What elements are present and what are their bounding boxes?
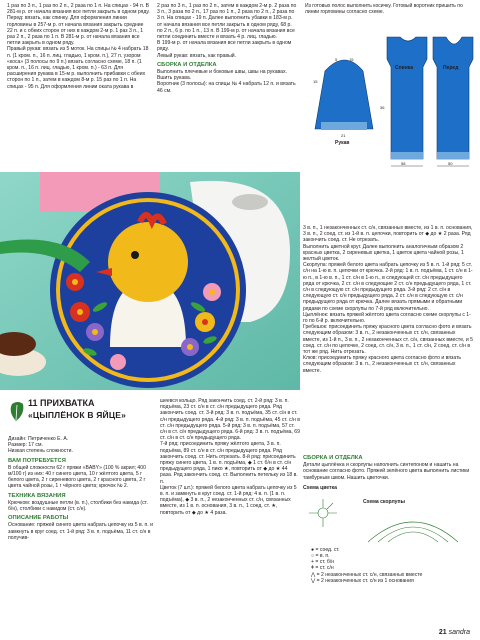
section-heading: СБОРКА И ОТДЕЛКА: [303, 455, 363, 461]
legend-item: ● = соед. ст.: [311, 546, 340, 553]
back-shape: [387, 37, 427, 159]
paragraph: Правый рукав: вязать из 5 моток. На спицы № 4 набрать 18 п. (1 кром. п., 16 п. лиц. гладью, 1 кром. п.), 27 п. узором «коса» (3 полосы по 9 п.) вязать согласно схеме, 18 п. (1 кром. п., 16 п. лиц. гладью, 1 кром. п.) - 63 п. Для расширения рукава в 15-м р. выполнить прибавки с обеих сторон по 1 п., затем в каждом 8-м р. 15 раз по 1 п. На спицах - 95 п. Для оформления линии оката рукава в: [7, 46, 149, 90]
diagram-caption: Из готовых полос выполнить косичку. Готовый воротник пришить по линии горловины согласно схеме.: [305, 3, 463, 15]
paragraph: Клюв: присоединить пряжу красного цвета согласно фото и вязать следующим образом: 3 в. п., 2 незаконченных ст. с/н, связанных вместе.: [303, 355, 462, 374]
page-number: 21: [438, 629, 447, 636]
product-photo: [0, 172, 300, 390]
back-hem: [391, 152, 423, 159]
article-number: 11 ПРИХВАТКА: [28, 398, 95, 408]
paragraph: Выполнить цветной круг. Далее выполнить аналогичным образом 2 красных цветка, 2 сиреневых цветка, 1 цветок цвета чайной розы, 1 желтый цветок.: [303, 243, 464, 263]
paragraph: Воротник (3 полосы): на спицы № 4 набрать 12 п. и вязать 46 см.: [157, 81, 296, 94]
svg-text:58: 58: [401, 161, 406, 166]
paragraph: шеевся кольцо. Ряд закончить соед. ст. 2-й ряд: 3 в. п. подъёма, 23 ст. с/н в ст. с/н предыдущего ряда. Ряд закончить соед. ст. 3-й ряд: 3 в. п. подъёма, 35 ст. с/н в ст. с/н предыдущего ряда. 4-й ряд: 3 в. п. подъёма, 45 ст. с/н в ст. с/н предыдущего ряда. 5-й ряд: 3 в. п. подъёма, 57 ст. с/н в ст. с/н предыдущего ряда. 6-й ряд: 3 в. п. подъёма, 69 ст. с/н в ст. с/н предыдущего ряда.: [160, 398, 300, 442]
sleeve-shape: [315, 60, 373, 129]
article-column-bottom-2: [160, 398, 300, 628]
paragraph: 7-й ряд: присоединить пряжу жёлтого цвета, 3 в. п. подъёма, 89 ст. с/н в ст. с/н предыдущего ряда. Ряд закончить соед. ст. Нить отрезать. 8-й ряд: присоединить пряжу синего цвета, 1 в. п. подъёма, ◆ 1 ст. б/н в ст. с/н предыдущего ряда, 1 пико ★, повторить от ◆ до ★ 44 раза. Ряд закончить соед. ст. Выполнить петельку из 18 в. п.: [160, 441, 298, 485]
svg-text:15: 15: [313, 79, 318, 84]
magazine-name: sandra: [448, 629, 470, 636]
svg-text:21: 21: [341, 133, 346, 138]
legend: [311, 547, 471, 584]
article-column-mid-right: [303, 225, 473, 450]
front-label: Перед: [443, 65, 459, 71]
chick-eye: [131, 251, 139, 259]
difficulty-line: Низкая степень сложности.: [8, 448, 73, 455]
pattern-schematic: [305, 19, 475, 169]
svg-text:50: 50: [448, 161, 453, 166]
section-heading: ТЕХНИКА ВЯЗАНИЯ: [8, 492, 66, 499]
paragraph: Скорлупа: пряжей белого цвета набрать цепочку из 5 в. п. 1-й ряд: 5 ст. с/н на 1-ю в. п. цепочки от крючка. 2-й ряд: 1 в. п. подъёма, 1 ст. с/н в 1-ю п., в 1-ю в. п., 1 ст. с/н в 1-ю п., в следующей ст. с/н предыдущего ряда от крючка, 2 ст. с/н в следующие 2 ст. с/н предыдущего ряда, 1 ст. с/н в следующую ст. с/н предыдущего ряда. 3-й ряд: 2 ст. с/н в следующую ст. с/н предыдущего ряда, 2 ст. с/н в следующую ст. с/н предыдущего ряда от крючка. Далее вязать прямыми и обратными рядами по схеме скорлупы по 7-й ряд включительно.: [303, 262, 473, 312]
shell-scheme-title: Схема скорлупы: [363, 498, 405, 505]
section-heading: ВАМ ПОТРЕБУЕТСЯ: [8, 457, 66, 464]
article-title: «ЦЫПЛЁНОК В ЯЙЦЕ»: [28, 410, 127, 420]
technique-text: Крючком: воздушные петли (в. п.), столбики без накида (ст. б/н), столбики с накидом (ст. с/н).: [8, 499, 148, 513]
sleeve-cuff: [321, 122, 367, 130]
assembly-text: Детали цыплёнка и скорлупы наполнить синтепоном и нашить на основание согласно фото. Пряжей зелёного цвета выполнить листики тамбурным швом. Нашить цветочки.: [303, 462, 470, 481]
chick: [108, 222, 188, 302]
svg-text:15: 15: [349, 57, 354, 62]
author-line: Дизайн: Петриченко Е. А.: [8, 436, 69, 442]
article-column-top-2: [157, 3, 297, 161]
materials-text: В общей сложности 62 г пряжи «BABY» (100 % акрил; 400 м/100 г) из них: 40 г синего цвета, 10 г жёлтого цвета, 5 г белого цвета, 2 г сиреневого цвета, 2 г красного цвета, 2 г цвета чайной розы, 1 г чёрного цвета; крючок № 2.: [8, 464, 146, 490]
page-footer: [439, 629, 470, 636]
section-heading: СБОРКА И ОТДЕЛКА: [157, 61, 217, 68]
sleeve-label: Рукав: [335, 140, 350, 146]
back-label: Спинка: [395, 65, 414, 71]
paragraph: Цветок (7 шт.): пряжей белого цвета набрать цепочку из 5 в. п. и замкнуть в круг соед. ст. 1-й ряд: 4 в. п. (1 в. п. подъёма), ◆ 3 в. п., 2 незаконченных ст. с/н, связанных вместе, из 1 в. п. основания, 3 в. п., 1 соед. ст. ★, повторить от ◆ до ★ 4 раза.: [160, 484, 297, 516]
paragraph: Перед: вязать, как спинку. Для оформления линии горловины в 257-м р. от начала вязания закрыть средние 22 п. и с обеих сторон от них в каждом 2-м р. 1 раз 3 п., 1 раз 2 п., 2 раза по 1 п. В 281-м р. от начала вязания все петли закрыть в одном ряду.: [7, 15, 144, 47]
article-title-block: [8, 398, 148, 434]
paragraph: Выполнить плечевые и боковые швы, швы на рукавах. Вшить рукава.: [157, 69, 287, 82]
article-column-top-1: [7, 3, 150, 161]
front-hem: [437, 152, 469, 159]
legend-item: ⋁ = 2 незаконченных ст. с/н из 1 основания: [311, 577, 414, 584]
shell-scheme-icon: [363, 507, 463, 547]
legend-item: ⋀ = 2 незаконченных ст. с/н, связанных вместе: [311, 571, 423, 578]
size-line: Размер: 17 см.: [8, 442, 43, 449]
paragraph: 2 раз по 3 п., 1 раз по 2 п., затем в каждом 2-м р. 2 раза по 3 п., 3 раза по 2 п., 17 раз по 1 п., 2 раза по 2 п., 2 раза по 3 п. На спицах - 19 п. Далее выполнить убавки в 183-м р. от начала вязания все петли закрыть в одном ряду, 68 р. по 2 п., 6 р. по 1 п., 13 п. В 199-м р. от начала вязания все петли соединить вместе и вязать 4 р. лиц. гладью.: [157, 3, 297, 41]
pattern-diagram: [305, 3, 475, 171]
legend-item: + = ст. б/н: [311, 559, 335, 566]
leaf-icon: [8, 400, 25, 422]
flower-scheme-title: Схема цветка: [303, 484, 337, 491]
flower-scheme-icon: [303, 493, 343, 533]
paragraph: Левый рукав: вязать, как правый.: [157, 52, 236, 59]
article-column-bottom-3: [303, 452, 473, 612]
section-heading: ОПИСАНИЕ РАБОТЫ: [8, 515, 69, 522]
legend-item: ǂ = ст. с/н: [311, 565, 334, 572]
svg-text:36: 36: [380, 105, 385, 110]
article-column-bottom-1: [8, 436, 153, 626]
paragraph: 1 раз по 3 п., 1 раз по 2 п., 2 раза по 1 п. На спицах - 94 п. В 281-м р. от начала вязания все петли закрыть в одном ряду.: [7, 3, 150, 16]
legend-item: ○ = в. п.: [311, 553, 330, 560]
front-shape: [433, 37, 473, 159]
paragraph: Цыплёнок: вязать пряжей жёлтого цвета согласно схеме скорлупы с 1-го по 6-й р. включительно.: [303, 311, 471, 325]
potholder-photo-illustration: [0, 172, 300, 390]
paragraph: Гребешок: присоединить пряжу красного цвета согласно фото и вязать следующим образом: 3 в. п., 2 незаконченных ст. с/н, связанных вместе, из 1-й п., 3 в. п., 2 незаконченных ст. с/н, связанных вместе, и 5 соед. ст. с/н по цепочке, 2 соед. ст. с/н, 3 в. п., 1 ст. с/н, 2 соед. ст. с/н в тот же ряд. Нить отрезать.: [303, 324, 473, 356]
paragraph: 3 в. п., 1 незаконченных ст. с/н, связанных вместе, из 1 в. п. основания, 3 в. п., 2 соед. ст. из 1-й в. п. цепочки, повторить от ◆ до ★ 2 раза. Ряд закончить соед. ст. Не отрезать.: [303, 225, 473, 244]
schemes: [303, 485, 473, 612]
paragraph: В 199-м р. от начала вязания все петли закрыть в одном ряду.: [157, 40, 292, 53]
description-text: Основание: пряжей синего цвета набрать цепочку из 5 в. п. и замкнуть в круг соед. ст. 1-й ряд: 3 в. п. подъёма, 11 ст. с/н в получив-: [8, 522, 153, 541]
svg-text:5: 5: [335, 57, 338, 62]
